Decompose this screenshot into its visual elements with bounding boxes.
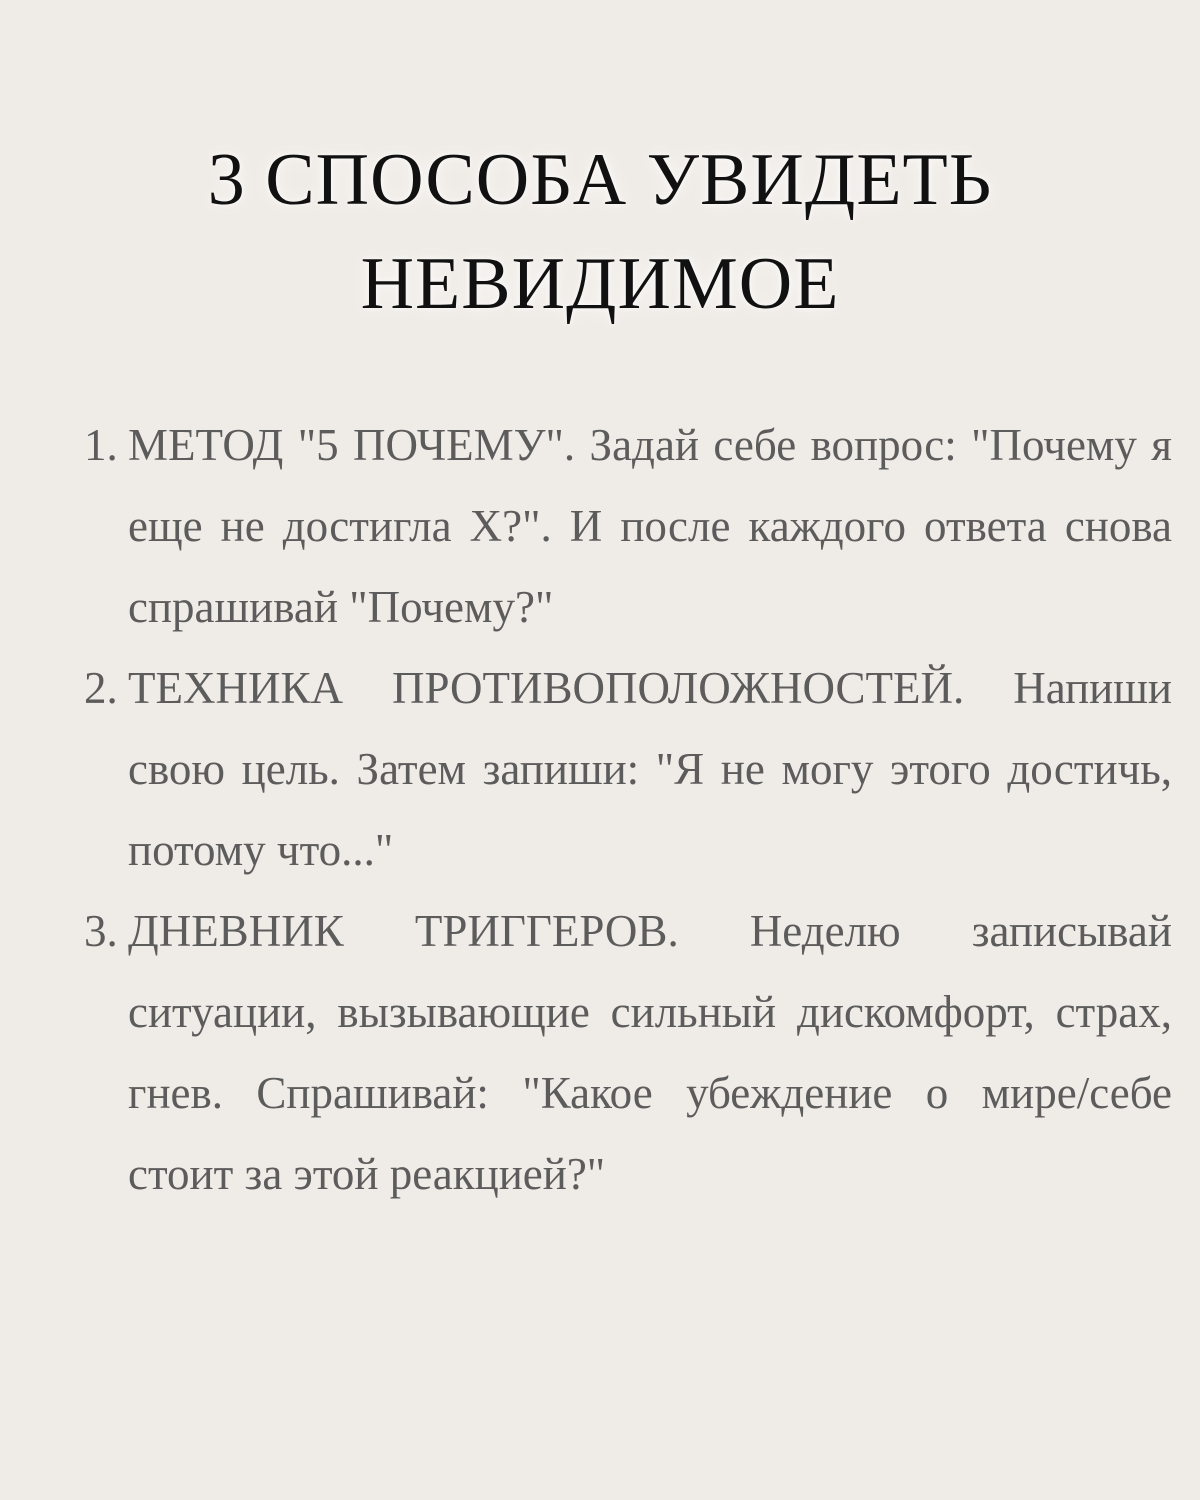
title-line-2: НЕВИДИМОЕ bbox=[360, 243, 840, 325]
title-line-1: 3 СПОСОБА УВИДЕТЬ bbox=[207, 139, 993, 221]
list-item-text: ТЕХНИКА ПРОТИВОПОЛОЖНОСТЕЙ. Напиши свою цель. Затем запиши: "Я не могу этого достичь, потому что..." bbox=[128, 663, 1172, 875]
list-item-number: 2. bbox=[84, 663, 118, 713]
list-item-1 bbox=[70, 405, 1172, 648]
list-item-text: ДНЕВНИК ТРИГГЕРОВ. Неделю записывай ситуации, вызывающие сильный дискомфорт, страх, гнев. Спрашивай: "Какое убеждение о мире/себе стоит за этой реакцией?" bbox=[128, 906, 1172, 1199]
list-item-number: 3. bbox=[84, 906, 118, 956]
list-item-2 bbox=[70, 648, 1172, 891]
list-item-number: 1. bbox=[84, 420, 118, 470]
page-title bbox=[0, 128, 1200, 336]
list-item-3 bbox=[70, 891, 1172, 1215]
methods-list bbox=[70, 405, 1172, 1215]
list-item-text: МЕТОД "5 ПОЧЕМУ". Задай себе вопрос: "Почему я еще не достигла X?". И после каждого ответа снова спрашивай "Почему?" bbox=[128, 420, 1172, 632]
